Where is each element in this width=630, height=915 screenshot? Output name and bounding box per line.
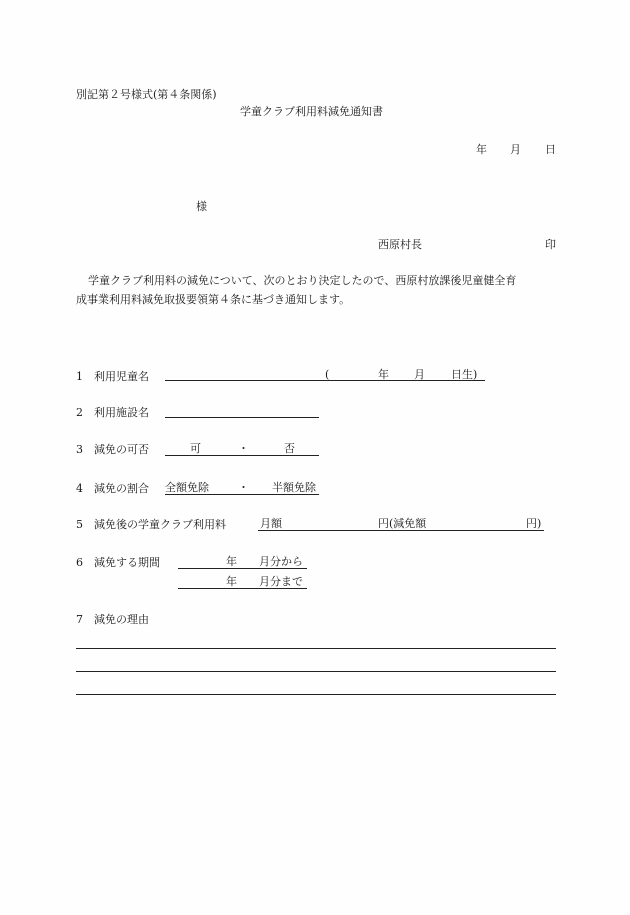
item-2-number: 2 bbox=[76, 406, 83, 419]
period-from-month: 月分から bbox=[259, 555, 303, 568]
facility-name-underline bbox=[165, 417, 319, 418]
form-number: 別記第２号様式(第４条関係) bbox=[76, 88, 217, 101]
date-year-label: 年 bbox=[476, 143, 487, 156]
period-to-year: 年 bbox=[226, 575, 237, 588]
approval-yes-option: 可 bbox=[190, 442, 201, 455]
birthdate-paren-open: ( bbox=[325, 368, 330, 381]
item-1-number: 1 bbox=[76, 370, 83, 383]
item-5-number: 5 bbox=[76, 518, 83, 531]
item-3-number: 3 bbox=[76, 443, 83, 456]
item-6-label: 減免する期間 bbox=[94, 556, 160, 569]
reason-line-2 bbox=[76, 671, 556, 672]
body-text-line-2: 成事業利用料減免取扱要領第４条に基づき通知します。 bbox=[76, 293, 351, 306]
ratio-separator: ・ bbox=[238, 481, 249, 494]
date-day-label: 日 bbox=[545, 143, 556, 156]
approval-separator: ・ bbox=[238, 442, 249, 455]
fee-monthly-label: 月額 bbox=[260, 517, 282, 530]
reason-line-1 bbox=[76, 648, 556, 649]
seal-mark: 印 bbox=[545, 238, 556, 251]
item-7-number: 7 bbox=[76, 613, 83, 626]
fee-yen-reduction-label: 円(減免額 bbox=[378, 517, 427, 530]
issuer-name: 西原村長 bbox=[378, 238, 422, 251]
birth-day-label: 日生) bbox=[451, 368, 478, 381]
addressee-honorific: 様 bbox=[196, 200, 207, 213]
fee-reduction-yen-close: 円) bbox=[526, 517, 542, 530]
item-7-label: 減免の理由 bbox=[94, 613, 149, 626]
approval-no-option: 否 bbox=[284, 442, 295, 455]
birth-year-label: 年 bbox=[378, 368, 389, 381]
item-4-number: 4 bbox=[76, 482, 83, 495]
item-6-number: 6 bbox=[76, 556, 83, 569]
item-4-label: 減免の割合 bbox=[94, 482, 149, 495]
ratio-half-option: 半額免除 bbox=[272, 481, 316, 494]
item-2-label: 利用施設名 bbox=[94, 406, 149, 419]
item-1-label: 利用児童名 bbox=[94, 370, 149, 383]
period-to-month: 月分まで bbox=[259, 575, 303, 588]
reason-line-3 bbox=[76, 694, 556, 695]
document-title: 学童クラブ利用料減免通知書 bbox=[240, 105, 383, 118]
item-3-label: 減免の可否 bbox=[94, 443, 149, 456]
birth-month-label: 月 bbox=[414, 368, 425, 381]
period-from-year: 年 bbox=[226, 555, 237, 568]
body-text-line-1: 学童クラブ利用料の減免について、次のとおり決定したので、西原村放課後児童健全育 bbox=[88, 274, 517, 287]
item-5-label: 減免後の学童クラブ利用料 bbox=[94, 518, 226, 531]
ratio-full-option: 全額免除 bbox=[165, 481, 209, 494]
date-month-label: 月 bbox=[510, 143, 521, 156]
